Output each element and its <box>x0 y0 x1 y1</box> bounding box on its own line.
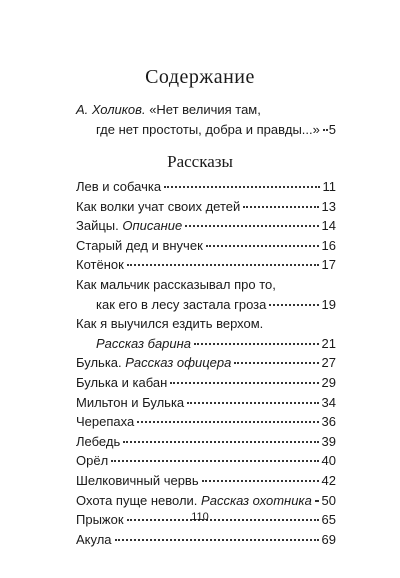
toc-entry-page: 17 <box>321 257 336 273</box>
toc-entry-row <box>76 353 336 373</box>
toc-entry-row <box>76 471 336 491</box>
toc-entry-title-text: Лев и собачка <box>76 179 162 194</box>
toc-entry-title-text: Зайцы. <box>76 218 119 234</box>
toc-entry-title-text: Как волки учат своих детей <box>76 198 241 214</box>
leader-dots <box>206 245 319 247</box>
toc-entry-row <box>76 432 336 452</box>
toc-entry-title <box>76 216 182 236</box>
toc-entry-first-line: Как я выучился ездить верхом. <box>76 316 264 332</box>
toc-entry-title <box>76 491 312 511</box>
toc-entry <box>76 236 336 256</box>
toc-entry-title <box>76 471 199 491</box>
toc-entry-title-text: Мильтон и Булька <box>76 394 185 410</box>
leader-dots <box>111 460 318 462</box>
toc-entry-row <box>76 216 336 236</box>
leader-dots <box>234 362 318 364</box>
toc-entry-title-text: Прыжок <box>76 512 124 528</box>
toc-entry <box>76 491 336 511</box>
toc-entry <box>76 412 336 432</box>
toc-entry-row <box>76 177 336 197</box>
page-title: Содержание <box>145 66 255 88</box>
toc-entry-row <box>76 197 336 217</box>
toc-entry <box>76 530 336 550</box>
toc-entry-subtitle: Рассказ офицера <box>125 355 232 371</box>
intro-author: А. Холиков. <box>76 102 146 117</box>
toc-entry-title-text: как его в лесу застала гроза <box>96 296 267 312</box>
toc-entry-page: 39 <box>321 433 336 449</box>
toc-entry-page: 42 <box>321 472 336 488</box>
toc-entry-subtitle: Рассказ охотника <box>201 492 312 508</box>
leader-dots <box>185 225 318 227</box>
toc-entry-page: 11 <box>322 179 336 194</box>
toc-entry <box>76 393 336 413</box>
leader-dots <box>127 264 319 266</box>
toc-entry-title <box>76 197 240 217</box>
toc-entry <box>76 353 336 373</box>
leader-dots <box>194 343 319 345</box>
toc-entry-row <box>76 530 336 550</box>
toc-entry-title-text: Акула <box>76 531 112 547</box>
toc-entry-page: 50 <box>321 492 336 508</box>
toc-entry-row <box>76 412 336 432</box>
leader-dots <box>123 441 318 443</box>
toc-entry-title <box>96 334 191 354</box>
toc-entry-title-text: Булька. <box>76 355 122 371</box>
toc-entry-title <box>76 236 203 256</box>
toc-entry-title-text: Котёнок <box>76 257 124 273</box>
toc-entry-subtitle: Описание <box>122 218 183 234</box>
toc-entry <box>76 432 336 452</box>
leader-dots <box>315 500 319 502</box>
toc-entry-row <box>76 334 336 354</box>
toc-entry <box>76 197 336 217</box>
toc-entry-title <box>76 412 134 432</box>
intro-second-line <box>76 120 336 140</box>
page-number: 110 <box>191 511 209 523</box>
toc-entry-row <box>76 393 336 413</box>
toc-entry-title-text: Булька и кабан <box>76 374 168 390</box>
leader-dots <box>170 382 318 384</box>
toc-entry-title-text: Орёл <box>76 453 109 469</box>
intro-title-line1: «Нет величия там, <box>149 102 261 117</box>
toc-entry <box>76 373 336 393</box>
toc-entry-title <box>76 353 231 373</box>
toc-entry-row <box>76 295 336 315</box>
toc-entry-page: 13 <box>321 198 336 214</box>
toc-entry <box>76 451 336 471</box>
toc-entry-page: 29 <box>321 374 336 390</box>
toc-entry-row <box>76 255 336 275</box>
toc-entry-row <box>76 373 336 393</box>
intro-page: 5 <box>328 122 336 137</box>
toc-entry-title-text: Черепаха <box>76 414 135 430</box>
toc-entry-title <box>76 451 108 471</box>
toc-entry-page: 65 <box>321 512 336 528</box>
toc-list <box>76 177 336 549</box>
toc-entry-title-text: Лебедь <box>76 433 121 449</box>
toc-entry-title <box>96 295 266 315</box>
leader-dots <box>269 304 318 306</box>
intro-entry <box>76 100 336 140</box>
toc-entry-title <box>76 177 161 197</box>
toc-entry-title-text: Старый дед и внучек <box>76 237 203 253</box>
intro-title-line2: где нет простоты, добра и правды...» <box>96 122 320 137</box>
toc-entry-page: 19 <box>321 296 336 312</box>
toc-entry-page: 36 <box>321 414 336 430</box>
leader-dots <box>164 186 319 188</box>
toc-entry <box>76 177 336 197</box>
toc-entry <box>76 216 336 236</box>
toc-entry-page: 27 <box>321 355 336 371</box>
toc-entry <box>76 471 336 491</box>
toc-entry-first-line: Как мальчик рассказывал про то, <box>76 276 276 292</box>
toc-entry <box>76 275 336 314</box>
toc-entry-page: 16 <box>321 237 336 253</box>
toc-entry-title <box>76 393 184 413</box>
toc-entry-row <box>76 236 336 256</box>
toc-entry-page: 40 <box>321 453 336 469</box>
toc-entry-title <box>76 373 167 393</box>
toc-entry <box>76 255 336 275</box>
toc-entry-title <box>76 530 112 550</box>
toc-entry-page: 21 <box>321 335 336 351</box>
leader-dots <box>187 402 318 404</box>
toc-entry-title <box>76 432 120 452</box>
toc-entry-row <box>76 491 336 511</box>
leader-dots <box>115 539 319 541</box>
section-heading: Рассказы <box>167 152 233 171</box>
leader-dots <box>323 129 326 131</box>
leader-dots <box>243 206 318 208</box>
leader-dots <box>202 480 319 482</box>
leader-dots <box>137 421 318 423</box>
toc-entry-title <box>76 255 124 275</box>
toc-entry <box>76 314 336 353</box>
intro-first-line <box>76 100 336 120</box>
toc-entry-subtitle: Рассказ барина <box>96 335 192 351</box>
toc-entry-title-text: Охота пуще неволи. <box>76 492 198 508</box>
toc-entry-row <box>76 451 336 471</box>
toc-entry-page: 34 <box>321 394 336 410</box>
toc-entry-title-text: Шелковичный червь <box>76 472 199 488</box>
toc-entry-page: 14 <box>321 218 336 234</box>
toc-entry-page: 69 <box>321 531 336 547</box>
